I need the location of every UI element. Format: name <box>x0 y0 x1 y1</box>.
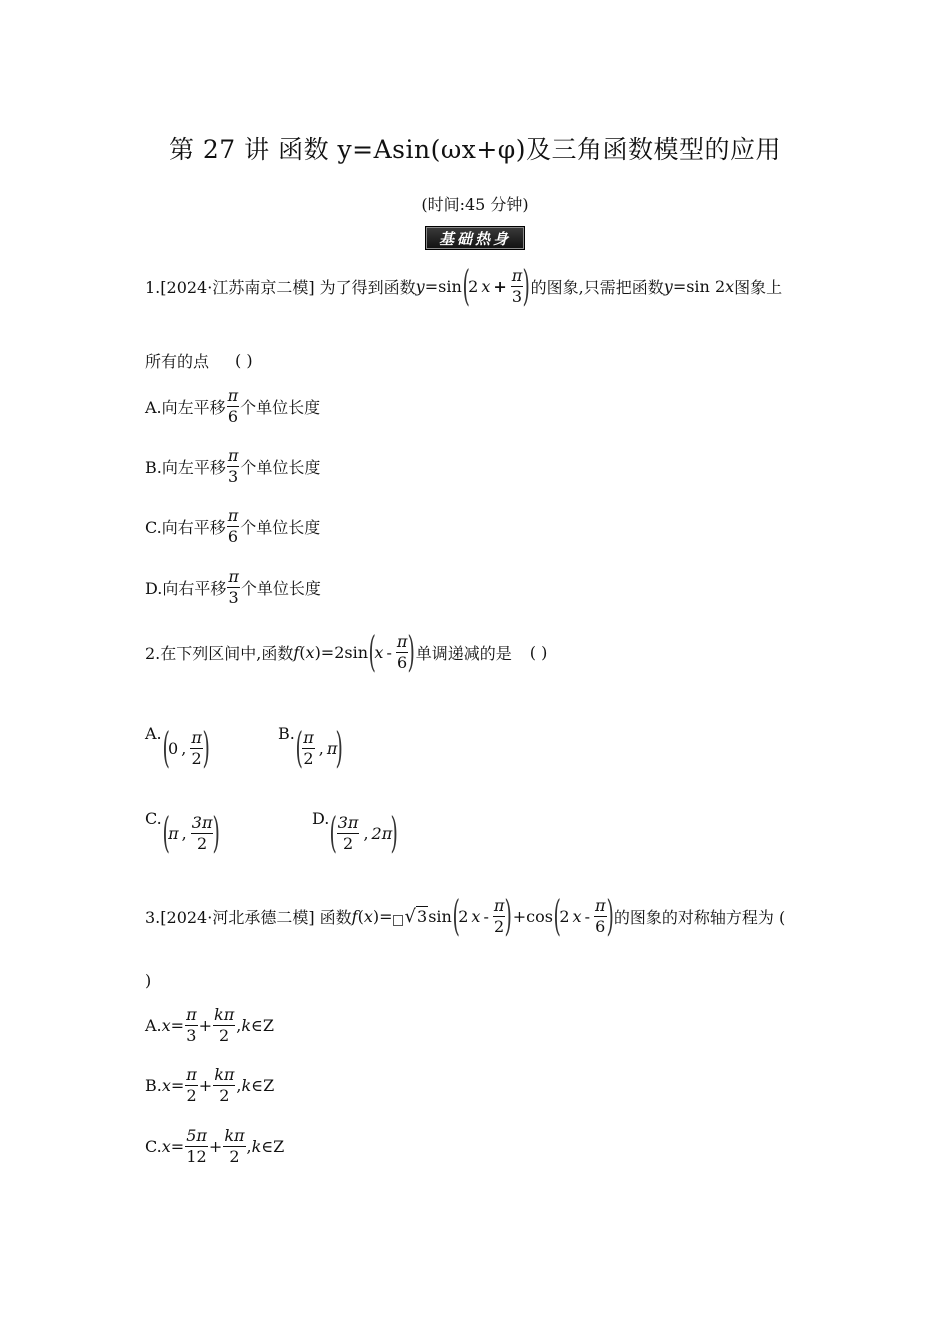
q1-stem-line2: 所有的点 ( ) <box>145 350 253 371</box>
placeholder-box-icon <box>393 915 403 926</box>
q1-fraction: $\frac{\pi}{3}$ <box>511 265 523 306</box>
q1-option-a: A.向左平移 $\frac{\pi}{6}$ 个单位长度 <box>145 385 321 426</box>
q2-option-a: A. ( 0 , $\frac{\pi}{2}$ ) <box>145 723 210 772</box>
q3-option-b: B. x = $\frac{\pi}{2}$ + $\frac{k\pi}{2}$ , k ∈Z <box>145 1064 275 1105</box>
answer-blank: ( ) <box>235 350 253 370</box>
q3-option-a: A. x = $\frac{\pi}{3}$ + $\frac{k\pi}{2}$ , k ∈Z <box>145 1004 274 1045</box>
q1-option-c: C.向右平移 $\frac{\pi}{6}$ 个单位长度 <box>145 505 321 546</box>
q2-option-b: B. ( $\frac{\pi}{2}$ , π ) <box>278 723 344 772</box>
q3-option-c: C. x = $\frac{5\pi}{12}$ + $\frac{k\pi}{2}$ , k ∈Z <box>145 1125 285 1166</box>
q1-paren-group: ( 2 x + $\frac{\pi}{3}$ ) <box>462 261 531 310</box>
time-limit: (时间:45 分钟) <box>421 195 529 214</box>
section-tag <box>425 226 525 250</box>
q2-stem: 2.在下列区间中,函数 f ( x )=2sin ( x - $\frac{\pi}{6}$ ) 单调递减的是 ( ) <box>145 627 548 676</box>
q1-option-b: B.向左平移 $\frac{\pi}{3}$ 个单位长度 <box>145 445 321 486</box>
sqrt-three: √ 3 <box>404 905 428 927</box>
q2-option-d: D. ( $\frac{3\pi}{2}$ , 2π ) <box>312 808 399 857</box>
q2-option-c: C. ( π , $\frac{3\pi}{2}$ ) <box>145 808 221 857</box>
q1-option-d: D.向右平移 $\frac{\pi}{3}$ 个单位长度 <box>145 566 321 607</box>
section-tag-label: 基础热身 <box>438 229 511 248</box>
answer-blank: ( ) <box>529 642 548 662</box>
q1-stem: 1.[2024·江苏南京二模] 为了得到函数 y =sin ( 2 x + $\frac{\pi}{3}$ ) 的图象,只需把函数 y =sin 2 x 图象上 <box>145 261 783 310</box>
q3-stem: 3.[2024·河北承德二模] 函数 f ( x )= √ 3 sin ( 2 x - $\frac{\pi}{2}$ ) +cos ( 2 x - $\frac{\pi}{6}$ ) 的图象的对称轴方程为 ( <box>145 891 786 940</box>
q2-paren-group: ( x - $\frac{\pi}{6}$ ) <box>368 627 416 676</box>
q3-stem-close: ) <box>145 970 152 990</box>
page-title: 第 27 讲 函数 y=Asin(ωx+φ)及三角函数模型的应用 <box>168 135 782 164</box>
